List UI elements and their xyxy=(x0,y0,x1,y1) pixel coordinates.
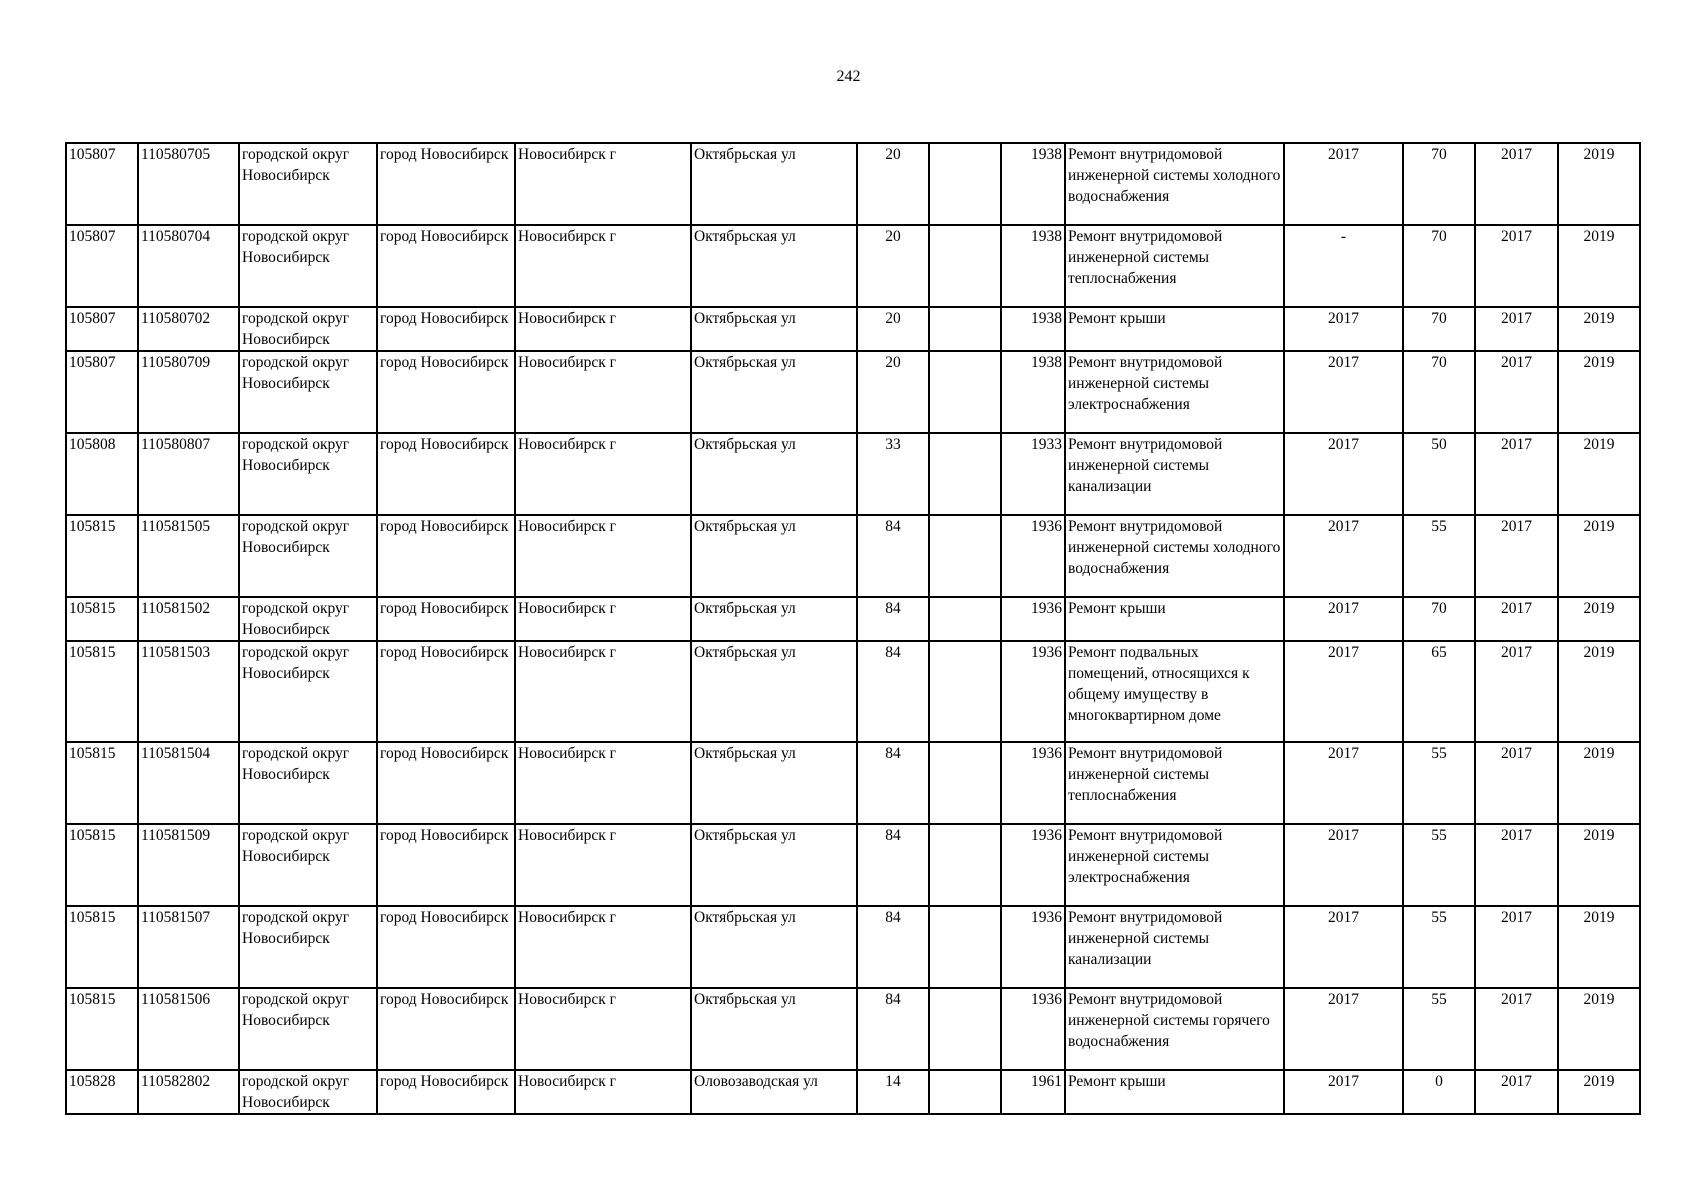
cell-end-year: 2019 xyxy=(1558,988,1640,1070)
cell-settlement: город Новосибирск xyxy=(377,351,515,433)
cell-municipality: городской округ Новосибирск xyxy=(239,351,377,433)
cell-wear: 70 xyxy=(1403,143,1475,225)
table-row xyxy=(66,515,1640,597)
cell-id2: 110580702 xyxy=(138,307,239,351)
table-row xyxy=(66,906,1640,988)
cell-end-year: 2019 xyxy=(1558,641,1640,742)
cell-last-repair: - xyxy=(1284,225,1403,307)
cell-street: Октябрьская ул xyxy=(691,143,857,225)
cell-house: 84 xyxy=(857,824,929,906)
cell-work: Ремонт внутридомовой инженерной системы электроснабжения xyxy=(1065,824,1284,906)
cell-year-built: 1938 xyxy=(1001,225,1065,307)
cell-id2: 110581509 xyxy=(138,824,239,906)
cell-city: Новосибирск г xyxy=(515,515,691,597)
cell-wear: 50 xyxy=(1403,433,1475,515)
cell-end-year: 2019 xyxy=(1558,143,1640,225)
cell-start-year: 2017 xyxy=(1475,742,1558,824)
cell-end-year: 2019 xyxy=(1558,307,1640,351)
cell-settlement: город Новосибирск xyxy=(377,515,515,597)
cell-last-repair: 2017 xyxy=(1284,433,1403,515)
cell-year-built: 1936 xyxy=(1001,515,1065,597)
cell-city: Новосибирск г xyxy=(515,597,691,641)
table-row xyxy=(66,742,1640,824)
cell-city: Новосибирск г xyxy=(515,433,691,515)
cell-street: Октябрьская ул xyxy=(691,906,857,988)
cell-city: Новосибирск г xyxy=(515,143,691,225)
cell-municipality: городской округ Новосибирск xyxy=(239,906,377,988)
cell-id1: 105807 xyxy=(66,225,138,307)
cell-building xyxy=(929,143,1001,225)
cell-municipality: городской округ Новосибирск xyxy=(239,515,377,597)
cell-last-repair: 2017 xyxy=(1284,906,1403,988)
cell-house: 84 xyxy=(857,906,929,988)
cell-municipality: городской округ Новосибирск xyxy=(239,143,377,225)
cell-work: Ремонт внутридомовой инженерной системы канализации xyxy=(1065,433,1284,515)
cell-house: 14 xyxy=(857,1070,929,1114)
cell-id2: 110581502 xyxy=(138,597,239,641)
cell-last-repair: 2017 xyxy=(1284,824,1403,906)
cell-city: Новосибирск г xyxy=(515,742,691,824)
cell-wear: 55 xyxy=(1403,824,1475,906)
cell-last-repair: 2017 xyxy=(1284,641,1403,742)
cell-start-year: 2017 xyxy=(1475,597,1558,641)
cell-municipality: городской округ Новосибирск xyxy=(239,307,377,351)
cell-end-year: 2019 xyxy=(1558,1070,1640,1114)
cell-house: 33 xyxy=(857,433,929,515)
cell-settlement: город Новосибирск xyxy=(377,641,515,742)
cell-start-year: 2017 xyxy=(1475,433,1558,515)
cell-settlement: город Новосибирск xyxy=(377,433,515,515)
cell-wear: 70 xyxy=(1403,307,1475,351)
cell-city: Новосибирск г xyxy=(515,351,691,433)
cell-municipality: городской округ Новосибирск xyxy=(239,225,377,307)
cell-settlement: город Новосибирск xyxy=(377,824,515,906)
cell-house: 20 xyxy=(857,307,929,351)
cell-wear: 70 xyxy=(1403,225,1475,307)
cell-year-built: 1938 xyxy=(1001,351,1065,433)
cell-year-built: 1961 xyxy=(1001,1070,1065,1114)
cell-id2: 110580704 xyxy=(138,225,239,307)
cell-municipality: городской округ Новосибирск xyxy=(239,1070,377,1114)
table-row xyxy=(66,351,1640,433)
cell-start-year: 2017 xyxy=(1475,307,1558,351)
cell-building xyxy=(929,307,1001,351)
cell-building xyxy=(929,988,1001,1070)
cell-id1: 105828 xyxy=(66,1070,138,1114)
table-row xyxy=(66,641,1640,742)
cell-municipality: городской округ Новосибирск xyxy=(239,597,377,641)
cell-building xyxy=(929,742,1001,824)
cell-id1: 105807 xyxy=(66,307,138,351)
cell-last-repair: 2017 xyxy=(1284,742,1403,824)
cell-building xyxy=(929,824,1001,906)
cell-last-repair: 2017 xyxy=(1284,351,1403,433)
cell-municipality: городской округ Новосибирск xyxy=(239,988,377,1070)
cell-work: Ремонт внутридомовой инженерной системы горячего водоснабжения xyxy=(1065,988,1284,1070)
cell-city: Новосибирск г xyxy=(515,641,691,742)
cell-id1: 105815 xyxy=(66,906,138,988)
cell-start-year: 2017 xyxy=(1475,641,1558,742)
cell-last-repair: 2017 xyxy=(1284,597,1403,641)
cell-start-year: 2017 xyxy=(1475,824,1558,906)
cell-work: Ремонт крыши xyxy=(1065,307,1284,351)
cell-year-built: 1936 xyxy=(1001,742,1065,824)
cell-city: Новосибирск г xyxy=(515,906,691,988)
table-row xyxy=(66,225,1640,307)
cell-wear: 55 xyxy=(1403,515,1475,597)
cell-end-year: 2019 xyxy=(1558,597,1640,641)
cell-last-repair: 2017 xyxy=(1284,143,1403,225)
cell-house: 84 xyxy=(857,988,929,1070)
cell-street: Октябрьская ул xyxy=(691,307,857,351)
table-row xyxy=(66,988,1640,1070)
table-row xyxy=(66,824,1640,906)
cell-settlement: город Новосибирск xyxy=(377,143,515,225)
cell-id2: 110580709 xyxy=(138,351,239,433)
table-row xyxy=(66,1070,1640,1114)
cell-house: 20 xyxy=(857,143,929,225)
table-row xyxy=(66,433,1640,515)
cell-wear: 70 xyxy=(1403,351,1475,433)
cell-city: Новосибирск г xyxy=(515,824,691,906)
cell-city: Новосибирск г xyxy=(515,1070,691,1114)
repair-table xyxy=(65,142,1641,1115)
cell-street: Октябрьская ул xyxy=(691,351,857,433)
cell-id1: 105807 xyxy=(66,351,138,433)
cell-work: Ремонт крыши xyxy=(1065,1070,1284,1114)
table-row xyxy=(66,307,1640,351)
table-row xyxy=(66,143,1640,225)
cell-id1: 105815 xyxy=(66,597,138,641)
cell-start-year: 2017 xyxy=(1475,1070,1558,1114)
cell-id2: 110581507 xyxy=(138,906,239,988)
cell-wear: 70 xyxy=(1403,597,1475,641)
cell-building xyxy=(929,1070,1001,1114)
cell-id2: 110581503 xyxy=(138,641,239,742)
cell-id1: 105808 xyxy=(66,433,138,515)
cell-id2: 110581505 xyxy=(138,515,239,597)
cell-id2: 110580807 xyxy=(138,433,239,515)
cell-year-built: 1938 xyxy=(1001,307,1065,351)
cell-start-year: 2017 xyxy=(1475,225,1558,307)
cell-settlement: город Новосибирск xyxy=(377,906,515,988)
cell-id1: 105815 xyxy=(66,988,138,1070)
cell-building xyxy=(929,641,1001,742)
cell-start-year: 2017 xyxy=(1475,515,1558,597)
cell-house: 84 xyxy=(857,742,929,824)
cell-house: 20 xyxy=(857,225,929,307)
cell-building xyxy=(929,433,1001,515)
cell-id1: 105815 xyxy=(66,824,138,906)
cell-building xyxy=(929,225,1001,307)
cell-id2: 110582802 xyxy=(138,1070,239,1114)
cell-last-repair: 2017 xyxy=(1284,515,1403,597)
cell-street: Оловозаводская ул xyxy=(691,1070,857,1114)
cell-last-repair: 2017 xyxy=(1284,307,1403,351)
cell-start-year: 2017 xyxy=(1475,988,1558,1070)
cell-year-built: 1938 xyxy=(1001,143,1065,225)
cell-work: Ремонт внутридомовой инженерной системы электроснабжения xyxy=(1065,351,1284,433)
cell-house: 84 xyxy=(857,597,929,641)
cell-start-year: 2017 xyxy=(1475,143,1558,225)
cell-settlement: город Новосибирск xyxy=(377,225,515,307)
cell-year-built: 1933 xyxy=(1001,433,1065,515)
cell-house: 84 xyxy=(857,515,929,597)
cell-id1: 105815 xyxy=(66,742,138,824)
cell-house: 84 xyxy=(857,641,929,742)
cell-municipality: городской округ Новосибирск xyxy=(239,641,377,742)
cell-street: Октябрьская ул xyxy=(691,597,857,641)
cell-year-built: 1936 xyxy=(1001,597,1065,641)
cell-work: Ремонт внутридомовой инженерной системы теплоснабжения xyxy=(1065,742,1284,824)
cell-settlement: город Новосибирск xyxy=(377,988,515,1070)
cell-id2: 110580705 xyxy=(138,143,239,225)
cell-end-year: 2019 xyxy=(1558,433,1640,515)
page-number: 242 xyxy=(836,68,861,85)
cell-start-year: 2017 xyxy=(1475,906,1558,988)
table-row xyxy=(66,597,1640,641)
cell-building xyxy=(929,515,1001,597)
cell-city: Новосибирск г xyxy=(515,307,691,351)
cell-street: Октябрьская ул xyxy=(691,515,857,597)
cell-work: Ремонт внутридомовой инженерной системы холодного водоснабжения xyxy=(1065,143,1284,225)
cell-municipality: городской округ Новосибирск xyxy=(239,742,377,824)
cell-municipality: городской округ Новосибирск xyxy=(239,433,377,515)
cell-id2: 110581504 xyxy=(138,742,239,824)
cell-settlement: город Новосибирск xyxy=(377,1070,515,1114)
cell-settlement: город Новосибирск xyxy=(377,742,515,824)
cell-building xyxy=(929,351,1001,433)
cell-last-repair: 2017 xyxy=(1284,1070,1403,1114)
cell-end-year: 2019 xyxy=(1558,824,1640,906)
cell-city: Новосибирск г xyxy=(515,225,691,307)
cell-street: Октябрьская ул xyxy=(691,742,857,824)
cell-end-year: 2019 xyxy=(1558,351,1640,433)
cell-settlement: город Новосибирск xyxy=(377,597,515,641)
cell-year-built: 1936 xyxy=(1001,641,1065,742)
cell-wear: 0 xyxy=(1403,1070,1475,1114)
cell-wear: 55 xyxy=(1403,742,1475,824)
cell-settlement: город Новосибирск xyxy=(377,307,515,351)
cell-id1: 105807 xyxy=(66,143,138,225)
cell-end-year: 2019 xyxy=(1558,515,1640,597)
cell-wear: 55 xyxy=(1403,906,1475,988)
cell-house: 20 xyxy=(857,351,929,433)
cell-street: Октябрьская ул xyxy=(691,988,857,1070)
cell-wear: 55 xyxy=(1403,988,1475,1070)
cell-street: Октябрьская ул xyxy=(691,225,857,307)
cell-year-built: 1936 xyxy=(1001,906,1065,988)
cell-id1: 105815 xyxy=(66,515,138,597)
cell-end-year: 2019 xyxy=(1558,225,1640,307)
cell-start-year: 2017 xyxy=(1475,351,1558,433)
cell-id1: 105815 xyxy=(66,641,138,742)
cell-end-year: 2019 xyxy=(1558,906,1640,988)
cell-wear: 65 xyxy=(1403,641,1475,742)
cell-year-built: 1936 xyxy=(1001,824,1065,906)
cell-end-year: 2019 xyxy=(1558,742,1640,824)
cell-work: Ремонт внутридомовой инженерной системы холодного водоснабжения xyxy=(1065,515,1284,597)
cell-building xyxy=(929,597,1001,641)
cell-building xyxy=(929,906,1001,988)
cell-street: Октябрьская ул xyxy=(691,433,857,515)
cell-id2: 110581506 xyxy=(138,988,239,1070)
cell-work: Ремонт внутридомовой инженерной системы канализации xyxy=(1065,906,1284,988)
cell-last-repair: 2017 xyxy=(1284,988,1403,1070)
table-body xyxy=(66,143,1640,1114)
cell-work: Ремонт подвальных помещений, относящихся к общему имуществу в многоквартирном доме xyxy=(1065,641,1284,742)
cell-year-built: 1936 xyxy=(1001,988,1065,1070)
cell-municipality: городской округ Новосибирск xyxy=(239,824,377,906)
cell-city: Новосибирск г xyxy=(515,988,691,1070)
cell-work: Ремонт крыши xyxy=(1065,597,1284,641)
cell-work: Ремонт внутридомовой инженерной системы теплоснабжения xyxy=(1065,225,1284,307)
cell-street: Октябрьская ул xyxy=(691,641,857,742)
cell-street: Октябрьская ул xyxy=(691,824,857,906)
